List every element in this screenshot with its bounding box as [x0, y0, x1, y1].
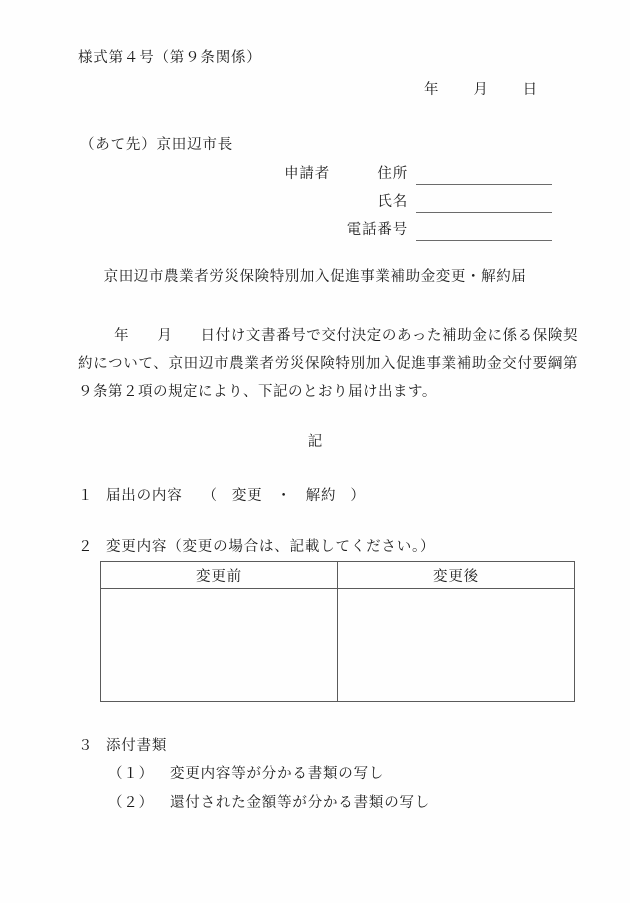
table-header-after: 変更後	[338, 562, 575, 589]
choice-separator: ・	[276, 488, 292, 504]
applicant-address-label: 住所	[377, 166, 408, 182]
item-1-close-paren: ）	[350, 488, 366, 504]
document-title: 京田辺市農業者労災保険特別加入促進事業補助金変更・解約届	[103, 269, 527, 285]
attachment-2-marker: （２）	[108, 795, 154, 811]
item-1-open-paren: （	[202, 488, 218, 504]
item-2-label: 変更内容（変更の場合は、記載してください。）	[106, 539, 436, 555]
applicant-prefix-spacer	[276, 211, 330, 213]
date-day-label: 日	[522, 82, 538, 98]
applicant-phone-label: 電話番号	[346, 222, 408, 238]
item-1-number: １	[78, 488, 94, 504]
item-2-change-details	[78, 535, 435, 556]
applicant-phone-row	[276, 213, 576, 241]
applicant-prefix-spacer-2	[276, 239, 330, 241]
attachment-1-marker: （１）	[108, 766, 154, 782]
body-year-label: 年	[114, 328, 130, 344]
attachment-item-2	[108, 791, 430, 812]
table-header-before: 変更前	[101, 562, 338, 589]
applicant-name-row	[276, 185, 576, 213]
table-cell-before[interactable]	[101, 589, 338, 702]
item-2-number: ２	[78, 539, 94, 555]
applicant-block	[276, 157, 576, 241]
table-row	[101, 589, 575, 702]
ki-marker: 記	[307, 434, 323, 450]
applicant-name-label: 氏名	[377, 194, 408, 210]
date-line	[424, 78, 538, 99]
body-day-text: 日付け文書番号で交付決定のあった補助金に係る保険契約	[78, 328, 578, 372]
item-1-label: 届出の内容	[106, 488, 183, 504]
table-cell-after[interactable]	[338, 589, 575, 702]
table-header-row	[101, 562, 575, 589]
item-1-notification-type	[78, 484, 366, 505]
applicant-address-input[interactable]	[416, 164, 552, 185]
applicant-prefix-label: 申請者	[284, 166, 330, 182]
attachment-1-text: 変更内容等が分かる書類の写し	[170, 766, 385, 782]
addressee: （あて先）京田辺市長	[80, 137, 233, 153]
date-month-label: 月	[473, 82, 489, 98]
form-number: 様式第４号（第９条関係）	[78, 50, 262, 66]
attachment-2-text: 還付された金額等が分かる書類の写し	[170, 795, 431, 811]
item-3-attachments	[78, 734, 167, 755]
body-continuation: について、京田辺市農業者労災保険特別加入促進事業補助金交付要綱第９条第２項の規定により、下記のとおり届け出ます。	[78, 356, 579, 400]
date-year-label: 年	[424, 82, 440, 98]
body-month-label: 月	[157, 328, 173, 344]
choice-change[interactable]: 変更	[231, 488, 263, 504]
attachment-item-1	[108, 762, 384, 783]
item-3-label: 添付書類	[106, 738, 168, 754]
choice-cancel[interactable]: 解約	[305, 488, 337, 504]
body-paragraph	[78, 322, 578, 406]
change-details-table	[100, 561, 575, 702]
applicant-address-row	[276, 157, 576, 185]
applicant-name-input[interactable]	[416, 192, 552, 213]
applicant-phone-input[interactable]	[416, 220, 552, 241]
item-3-number: ３	[78, 738, 94, 754]
